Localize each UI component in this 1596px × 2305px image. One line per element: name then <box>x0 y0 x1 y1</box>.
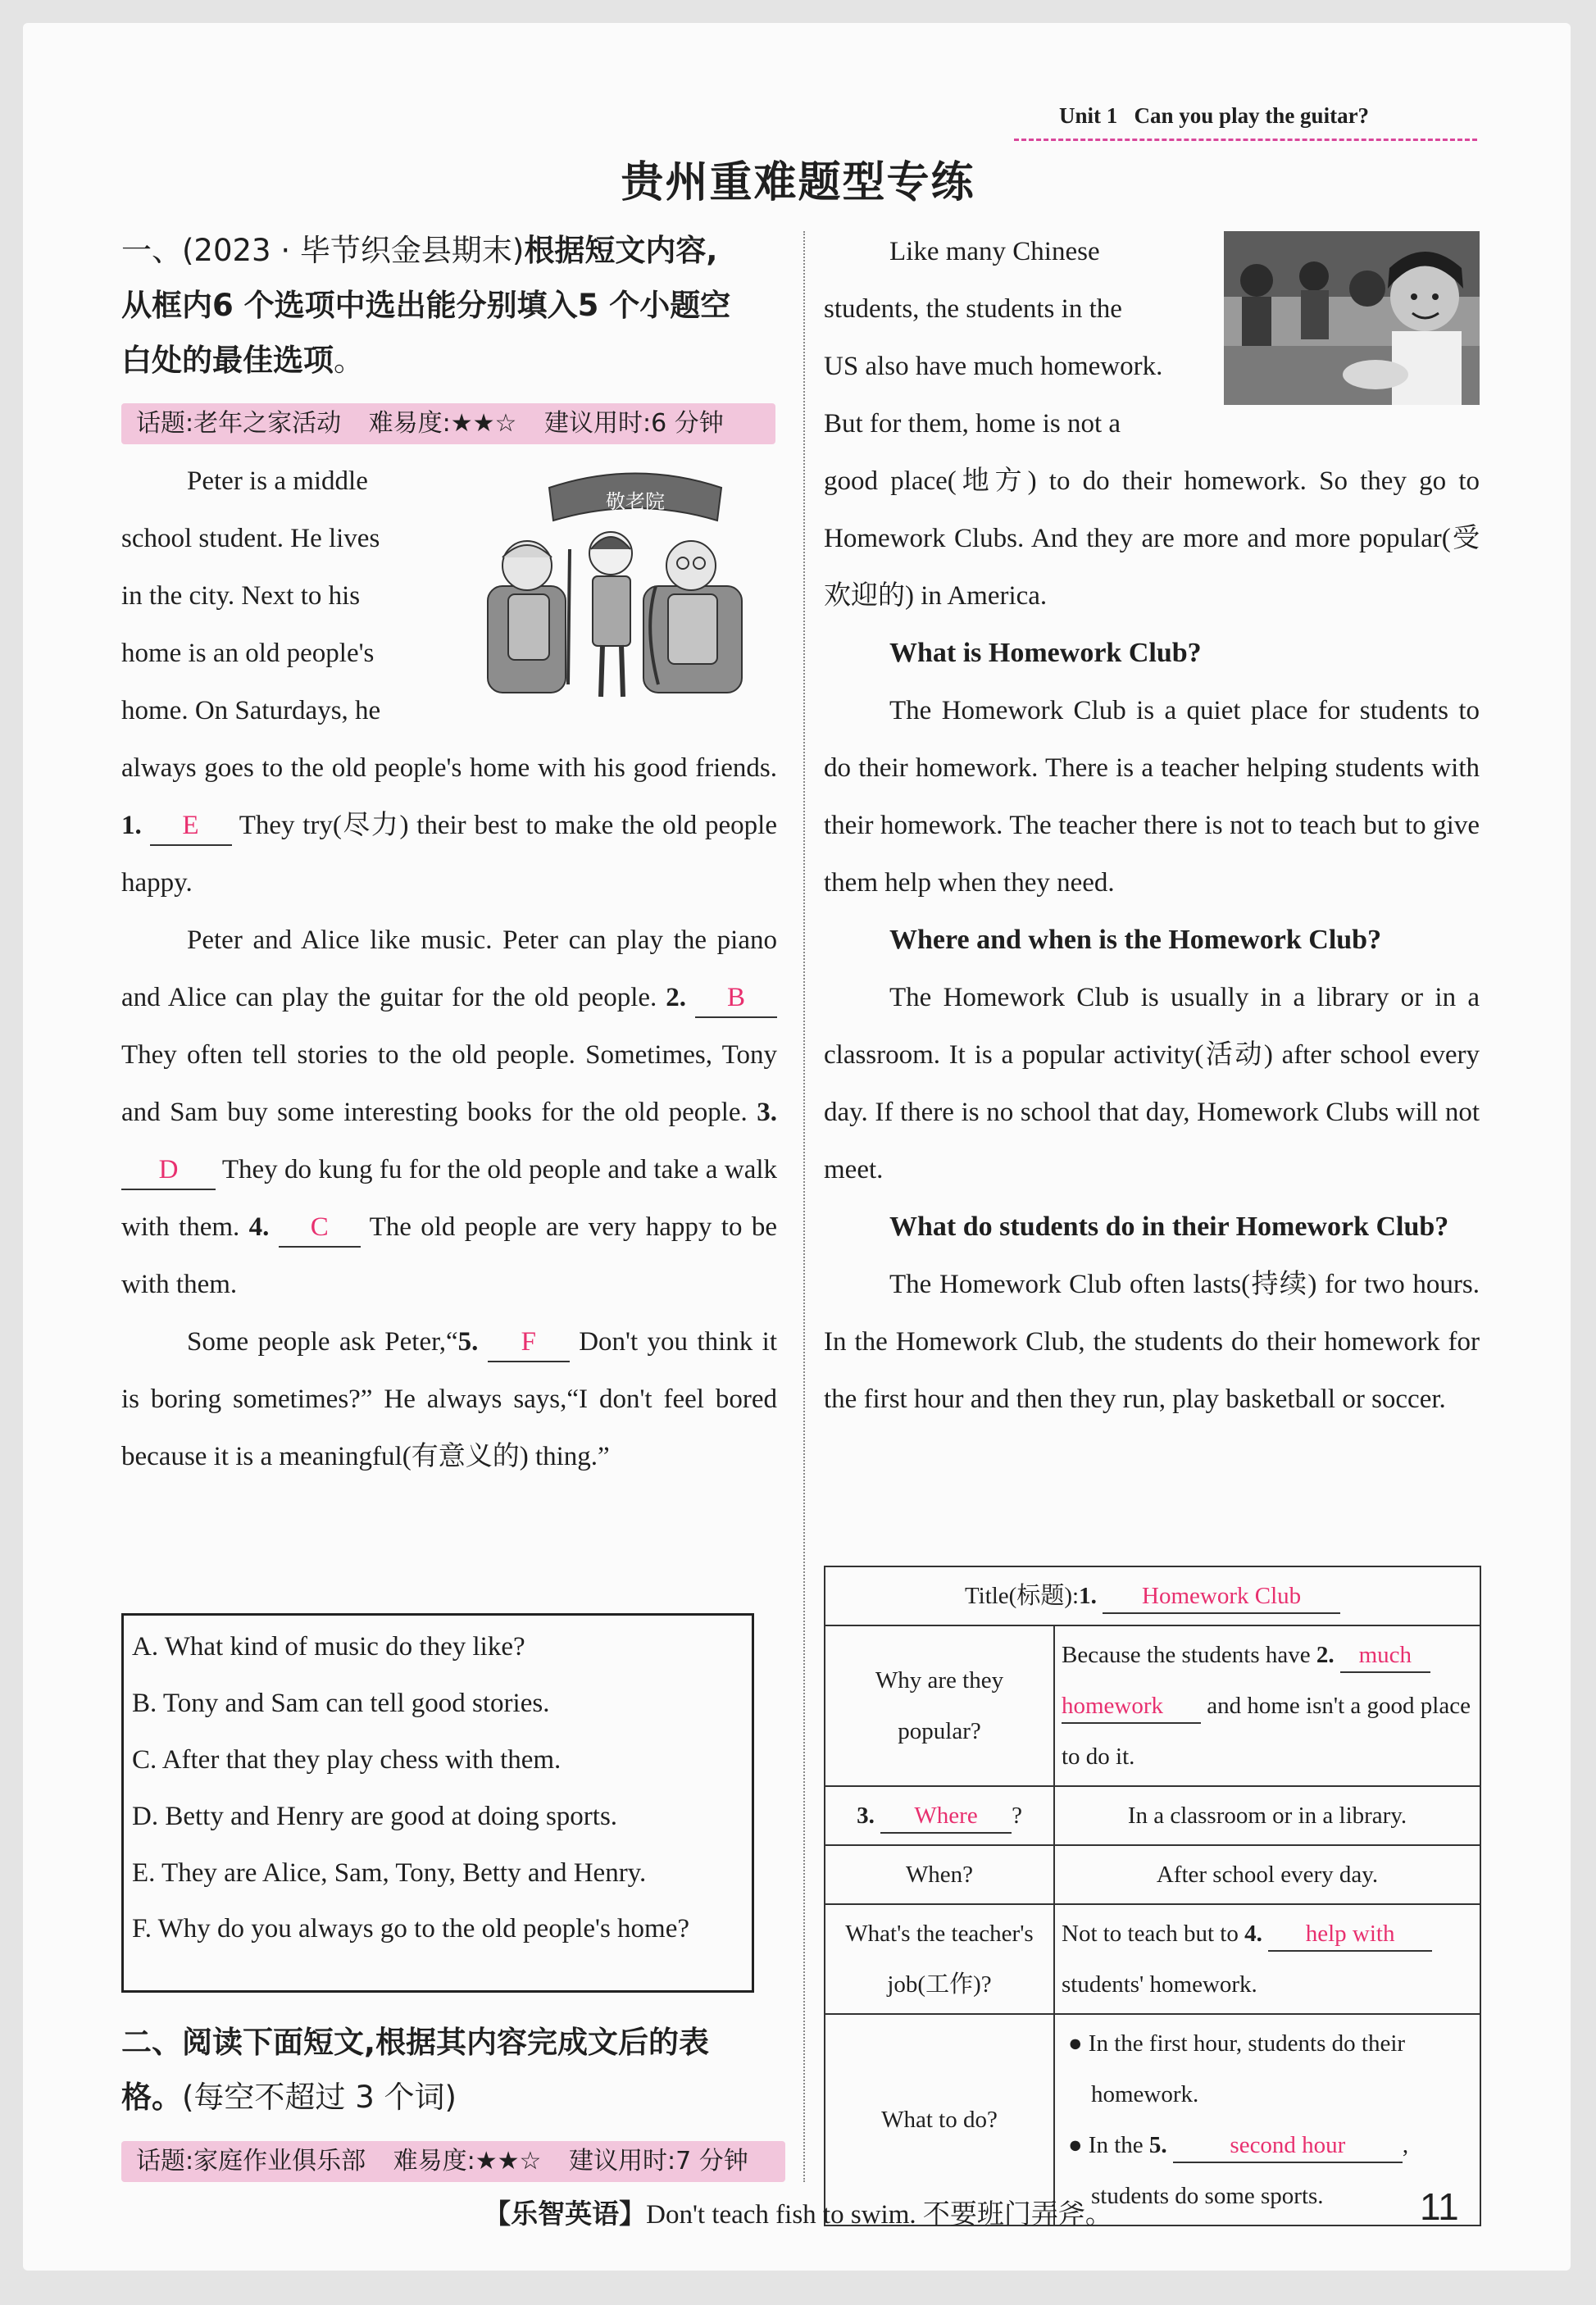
footer-text: Don't teach fish to swim. 不要班门弄斧。 <box>646 2200 1112 2230</box>
footer <box>0 2193 1596 2231</box>
passage-line: in the city. Next to his <box>121 581 361 611</box>
passage-line: Peter is a middle <box>187 466 368 496</box>
answer-blank: B <box>695 979 777 1018</box>
passage-paragraph-1: always goes to the old people's home with his good friends. 1. E They try(尽力) their best to make the old people happy. <box>121 753 777 898</box>
unit-title: Can you play the guitar? <box>1134 103 1370 128</box>
passage-subheading-2: Where and when is the Homework Club? <box>889 925 1382 955</box>
options-box <box>121 1613 754 1993</box>
table-row <box>825 1625 1480 1786</box>
table-row <box>825 1566 1480 1625</box>
passage-paragraph-3: The Homework Club is usually in a library or in a classroom. It is a popular activity(活动) after school every day. If there is no school that day, Homework Clubs will not meet. <box>824 983 1480 1184</box>
table-right-cell: Because the students have 2. much homework and home isn't a good place to do it. <box>1054 1625 1480 1786</box>
passage-subheading-3: What do students do in their Homework Club? <box>889 1212 1449 1242</box>
table-left-cell: 3. Where ? <box>825 1786 1054 1845</box>
section-2-heading: 二、阅读下面短文,根据其内容完成文后的表 格。(每空不超过 3 个词) <box>121 2025 710 2115</box>
page-title: 贵州重难题型专练 <box>621 157 975 207</box>
page-number: 11 <box>1420 2185 1459 2228</box>
answer-blank: E <box>150 807 232 846</box>
students-photo <box>1224 231 1480 405</box>
question-number: 5. <box>1148 2132 1167 2158</box>
answer-blank: Where <box>880 1799 1012 1834</box>
answer-blank: second hour <box>1173 2129 1403 2163</box>
footer-brand: 【乐智英语】 <box>484 2198 647 2230</box>
unit-header <box>1059 103 1369 129</box>
summary-table <box>824 1566 1481 2226</box>
table-left-cell: Why are they popular? <box>825 1625 1054 1786</box>
question-number: 3. <box>757 1098 778 1127</box>
question-number: 2. <box>1316 1642 1335 1668</box>
table-left-cell: When? <box>825 1845 1054 1904</box>
sign-text: 敬老院 <box>606 490 665 513</box>
table-row <box>825 1845 1480 1904</box>
difficulty-label: 难易度:★★☆ <box>368 409 517 438</box>
answer-blank: D <box>121 1151 216 1190</box>
passage-line: home is an old people's <box>121 639 375 668</box>
question-number: 5. <box>457 1327 479 1357</box>
option-e: E. They are Alice, Sam, Tony, Betty and Henry. <box>132 1858 647 1888</box>
passage-line: But for them, home is not a <box>824 409 1121 439</box>
passage-line: school student. He lives <box>121 524 380 553</box>
time-label: 建议用时:6 分钟 <box>544 409 724 438</box>
section-1-passage-top <box>121 452 474 739</box>
passage-subheading-1: What is Homework Club? <box>889 638 1202 668</box>
answer-blank: F <box>488 1323 570 1362</box>
question-number: 3. <box>857 1803 875 1829</box>
column-divider <box>803 231 805 2182</box>
passage-line: Like many Chinese <box>889 237 1100 266</box>
passage-paragraph-3: Some people ask Peter,“5. F Don't you think it is boring sometimes?” He always says,“I don't feel bored because it is a meaningful(有意义的) thing.” <box>121 1313 777 1485</box>
option-f: F. Why do you always go to the old people's home? <box>132 1914 690 1944</box>
question-number: 4. <box>1244 1921 1262 1947</box>
photo-svg <box>1224 231 1480 405</box>
table-left-cell: What to do? <box>825 2014 1054 2225</box>
bullet-item: ● In the first hour, students do their homework. <box>1068 2030 1406 2107</box>
answer-blank: help with <box>1268 1917 1432 1952</box>
table-right-cell: In a classroom or in a library. <box>1054 1786 1480 1845</box>
bullet-item: ● In the 5. second hour , students do some sports. <box>1062 2120 1473 2221</box>
answer-blank: C <box>279 1208 361 1248</box>
question-number: 1. <box>121 811 142 840</box>
question-number: 1. <box>1079 1583 1097 1609</box>
option-d: D. Betty and Henry are good at doing sports. <box>132 1802 618 1831</box>
illustration-svg <box>471 463 766 709</box>
passage-paragraph-2: The Homework Club is a quiet place for students to do their homework. There is a teacher helping students with their homework. The teacher there is not to teach but to give them help when they need. <box>824 696 1480 898</box>
passage-line: home. On Saturdays, he <box>121 696 381 725</box>
section-2-passage-top <box>824 223 1217 452</box>
section-1-passage <box>121 739 777 1485</box>
unit-label: Unit 1 <box>1059 103 1118 128</box>
table-left-cell: What's the teacher's job(工作)? <box>825 1904 1054 2014</box>
table-row <box>825 1786 1480 1845</box>
option-a: A. What kind of music do they like? <box>132 1632 525 1662</box>
difficulty-label: 难易度:★★☆ <box>393 2147 542 2175</box>
section-1-heading: 一、(2023 · 毕节织金县期末)根据短文内容, 从框内6 个选项中选出能分别填入5 个小题空 白处的最佳选项。 <box>121 233 731 378</box>
topic-label: 话题:家庭作业俱乐部 <box>136 2147 366 2175</box>
table-right-cell: Not to teach but to 4. help with students' homework. <box>1054 1904 1480 2014</box>
section-1-topic-bar <box>121 403 775 444</box>
passage-paragraph-1: good place(地方) to do their homework. So they go to Homework Clubs. And they are more and more popular(受欢迎的) in America. <box>824 466 1480 611</box>
section-1 <box>121 223 777 388</box>
answer-blank: homework <box>1062 1689 1201 1724</box>
section-2-topic-bar <box>121 2141 785 2182</box>
table-right-cell: After school every day. <box>1054 1845 1480 1904</box>
answer-blank: much <box>1340 1639 1430 1673</box>
time-label: 建议用时:7 分钟 <box>569 2147 748 2175</box>
table-title-cell: Title(标题):1. Homework Club <box>825 1566 1480 1625</box>
nursing-home-illustration <box>471 463 766 709</box>
section-2-passage <box>824 452 1480 1428</box>
table-row <box>825 1904 1480 2014</box>
passage-line: US also have much homework. <box>824 352 1163 381</box>
passage-paragraph-2: Peter and Alice like music. Peter can play the piano and Alice can play the guitar for the old people. 2. B They often tell stories to the old people. Sometimes, Tony and Sam buy some interesting books for the old people. 3. D They do kung fu for the old people and take a walk with them. 4. C The old people are very happy to be with them. <box>121 925 778 1299</box>
passage-line: students, the students in the <box>824 294 1122 324</box>
question-number: 2. <box>666 983 687 1012</box>
option-b: B. Tony and Sam can tell good stories. <box>132 1689 550 1718</box>
topic-label: 话题:老年之家活动 <box>136 409 342 438</box>
passage-paragraph-4: The Homework Club often lasts(持续) for two hours. In the Homework Club, the students do their homework for the first hour and then they run, play basketball or soccer. <box>824 1270 1480 1414</box>
header-dashed-line <box>1014 139 1477 141</box>
answer-blank: Homework Club <box>1103 1580 1340 1614</box>
option-c: C. After that they play chess with them. <box>132 1745 562 1775</box>
question-number: 4. <box>248 1212 270 1242</box>
